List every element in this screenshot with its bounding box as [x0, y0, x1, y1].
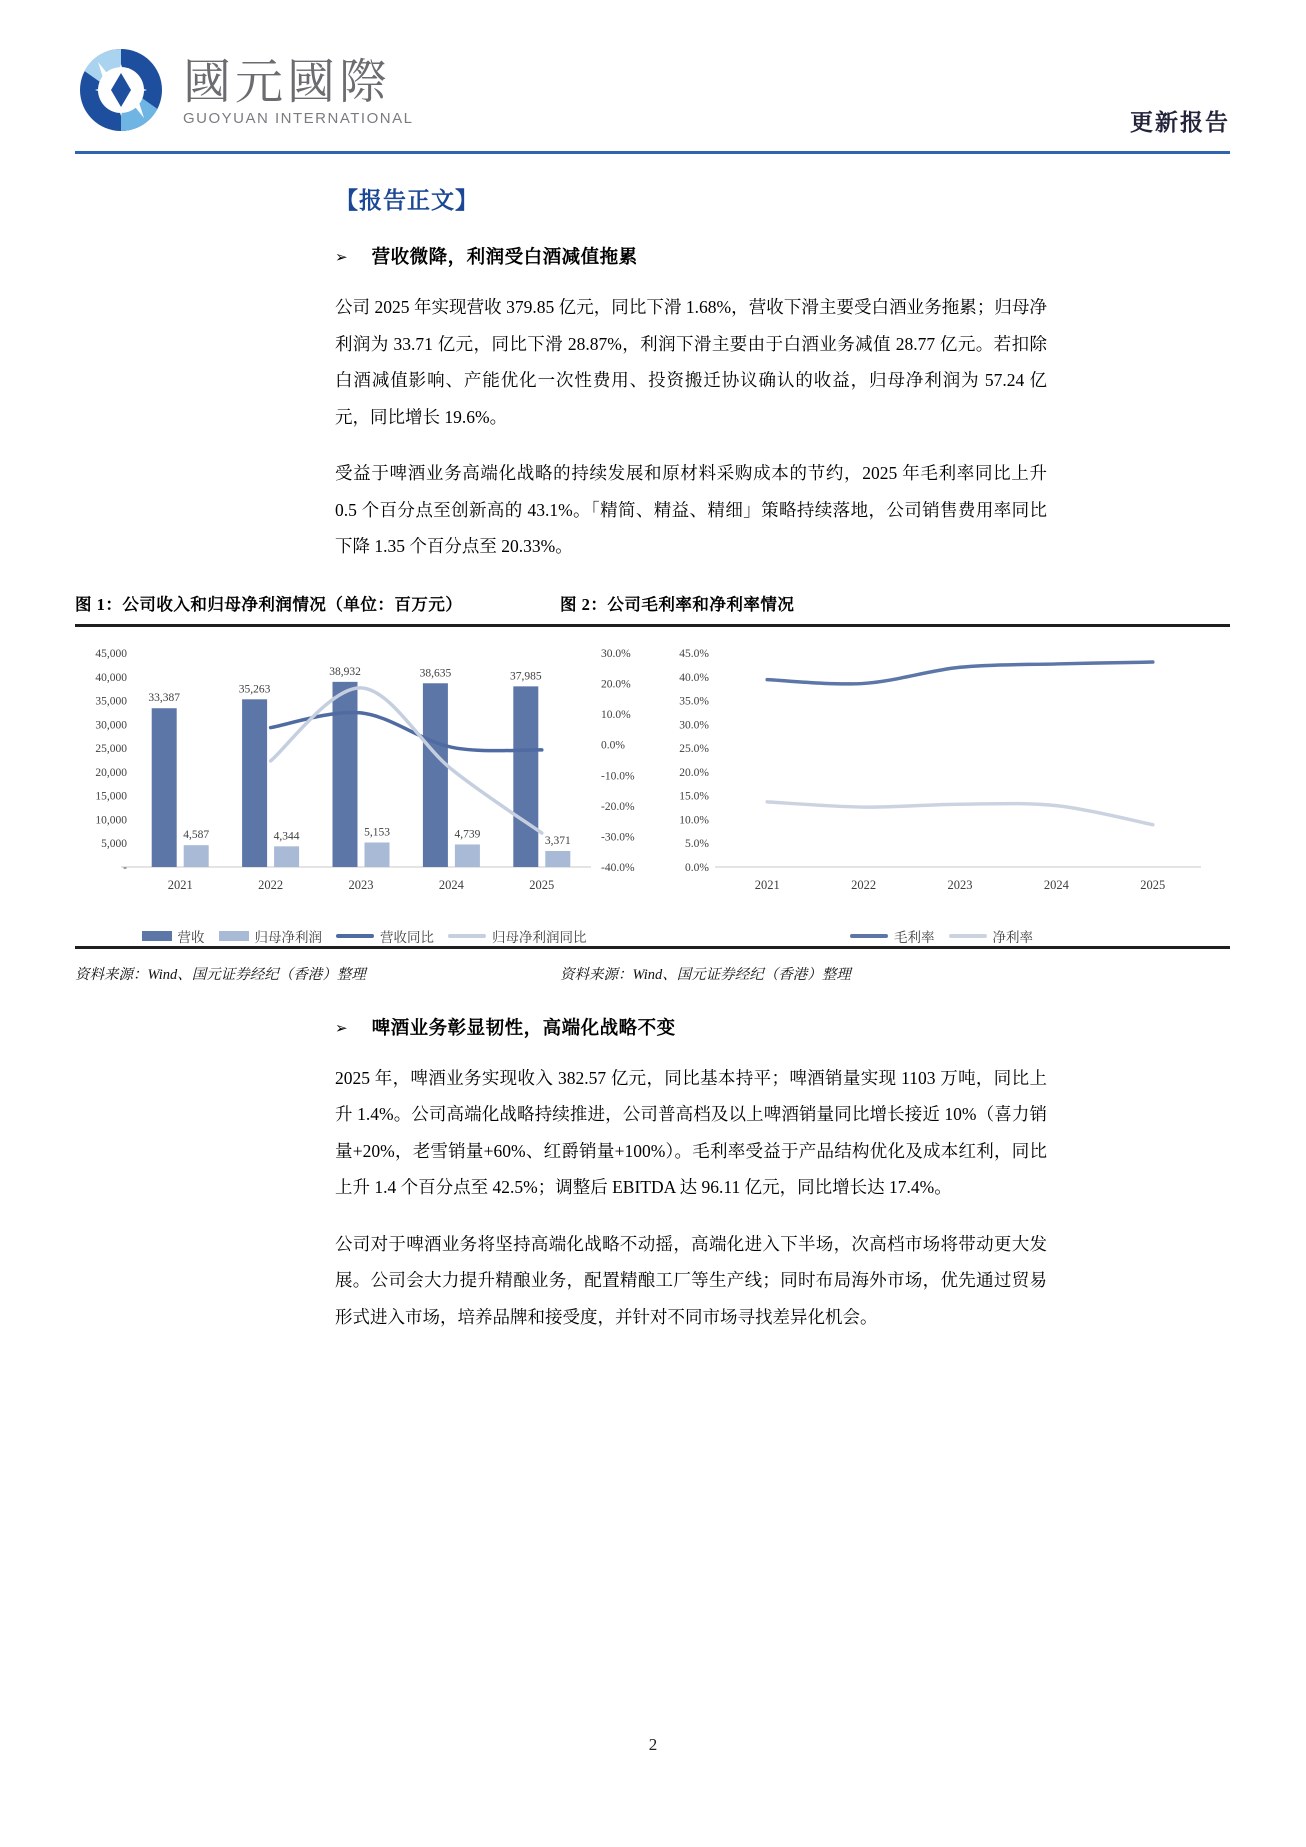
- svg-text:45,000: 45,000: [95, 647, 127, 660]
- report-body: [75, 182, 1230, 1335]
- figure-titles-row: [75, 591, 1230, 624]
- svg-text:10.0%: 10.0%: [601, 708, 631, 721]
- svg-text:-40.0%: -40.0%: [601, 861, 635, 874]
- svg-text:25.0%: 25.0%: [679, 742, 709, 755]
- svg-text:-10.0%: -10.0%: [601, 769, 635, 782]
- figure-charts-row: [75, 627, 1230, 946]
- svg-text:35.0%: 35.0%: [679, 695, 709, 708]
- body-column-top: [335, 182, 1047, 565]
- arrow-bullet-icon: ➢: [335, 1020, 348, 1037]
- figure-bottom-rule: [75, 946, 1230, 949]
- legend-item-revenue-yoy: [336, 926, 434, 946]
- figure1-title: 图 1：公司收入和归母净利润情况（单位：百万元）: [75, 594, 463, 614]
- svg-text:40.0%: 40.0%: [679, 671, 709, 684]
- legend-label: 毛利率: [894, 929, 935, 945]
- figure2-title: 图 2：公司毛利率和净利率情况: [560, 594, 795, 614]
- svg-text:33,387: 33,387: [148, 691, 181, 704]
- bullet-heading-1-label: 营收微降，利润受白酒减值拖累: [371, 248, 638, 268]
- svg-text:38,932: 38,932: [329, 665, 361, 678]
- page-number: 2: [648, 1735, 658, 1754]
- legend-label: 净利率: [992, 929, 1033, 945]
- svg-text:4,587: 4,587: [183, 828, 210, 841]
- bullet-heading-2: [335, 1014, 1047, 1040]
- legend-label: 归母净利润: [254, 929, 322, 945]
- svg-text:2023: 2023: [947, 877, 973, 892]
- legend-label: 归母净利润同比: [492, 929, 587, 945]
- bullet-heading-1: [335, 243, 1047, 269]
- svg-text:35,000: 35,000: [95, 695, 127, 708]
- header-divider: [75, 151, 1230, 154]
- svg-text:4,739: 4,739: [454, 827, 481, 840]
- legend-item-net-profit-yoy: [448, 926, 587, 946]
- svg-text:15.0%: 15.0%: [679, 790, 709, 803]
- legend-item-revenue: [142, 926, 205, 946]
- svg-text:45.0%: 45.0%: [679, 647, 709, 660]
- svg-text:3,371: 3,371: [544, 834, 571, 847]
- svg-text:2022: 2022: [851, 877, 877, 892]
- paragraph-1: 公司 2025 年实现营收 379.85 亿元，同比下滑 1.68%，营收下滑主要受白酒业务拖累；归母净利润为 33.71 亿元，同比下滑 28.87%，利润下滑主要由于白酒业务减值 28.77 亿元。若扣除白酒减值影响、产能优化一次性费用、投资搬迁协议确认的收益，归母净利润为 57.24 亿元，同比增长 19.6%。: [335, 297, 1047, 427]
- svg-text:2025: 2025: [1140, 877, 1166, 892]
- svg-text:10.0%: 10.0%: [679, 813, 709, 826]
- svg-text:2024: 2024: [1043, 877, 1069, 892]
- section-title: 【报告正文】: [335, 188, 479, 213]
- page-header: [75, 44, 1230, 141]
- legend-label: 营收: [177, 929, 205, 945]
- svg-text:15,000: 15,000: [95, 790, 127, 803]
- paragraph-3: 2025 年，啤酒业务实现收入 382.57 亿元，同比基本持平；啤酒销量实现 1103 万吨，同比上升 1.4%。公司高端化战略持续推进，公司普高档及以上啤酒销量同比增长接近 10%（喜力销量+20%，老雪销量+60%、红爵销量+100%）。毛利率受益于产品结构优化及成本红利，同比上升 1.4 个百分点至 42.5%；调整后 EBITDA 达 96.11 亿元，同比增长达 17.4%。: [335, 1067, 1047, 1197]
- figure-block: [75, 591, 1230, 988]
- svg-text:30,000: 30,000: [95, 718, 127, 731]
- paragraph-4: 公司对于啤酒业务将坚持高端化战略不动摇，高端化进入下半场，次高档市场将带动更大发展。公司会大力提升精酿业务，配置精酿工厂等生产线；同时布局海外市场，优先通过贸易形式进入市场，培养品牌和接受度，并针对不同市场寻找差异化机会。: [335, 1233, 1047, 1327]
- svg-text:35,263: 35,263: [238, 682, 271, 695]
- figure1-chart: [75, 635, 653, 946]
- brand-name-cn: 國元國際: [183, 55, 392, 109]
- figure1-source: 资料来源：Wind、国元证券经纪（香港）整理: [75, 966, 366, 983]
- svg-text:4,344: 4,344: [273, 829, 300, 842]
- svg-text:40,000: 40,000: [95, 671, 127, 684]
- net-profit-yoy-line-icon: [448, 934, 486, 938]
- brand-block: [75, 44, 413, 141]
- figure2-legend: [653, 926, 1230, 946]
- svg-text:20,000: 20,000: [95, 766, 127, 779]
- body-column-bottom: [335, 1014, 1047, 1336]
- svg-text:2024: 2024: [438, 877, 464, 892]
- svg-text:0.0%: 0.0%: [685, 861, 709, 874]
- svg-text:30.0%: 30.0%: [601, 647, 631, 660]
- svg-text:37,985: 37,985: [509, 669, 542, 682]
- svg-text:0.0%: 0.0%: [601, 739, 625, 752]
- svg-text:-: -: [123, 861, 127, 874]
- svg-text:2021: 2021: [167, 877, 193, 892]
- svg-text:2023: 2023: [348, 877, 374, 892]
- legend-item-net-margin: [949, 926, 1034, 946]
- gross-margin-line-icon: [850, 934, 888, 938]
- guoyuan-logo-icon: [75, 44, 167, 141]
- figure1-combo-chart: [75, 635, 653, 917]
- legend-item-net-profit: [219, 926, 323, 946]
- svg-text:-20.0%: -20.0%: [601, 800, 635, 813]
- svg-text:5,000: 5,000: [101, 837, 127, 850]
- paragraph-2: 受益于啤酒业务高端化战略的持续发展和原材料采购成本的节约，2025 年毛利率同比上升 0.5 个百分点至创新高的 43.1%。「精简、精益、精细」策略持续落地，公司销售费用率同比下降 1.35 个百分点至 20.33%。: [335, 463, 1047, 556]
- legend-item-gross-margin: [850, 926, 935, 946]
- report-type-label: 更新报告: [1130, 110, 1230, 135]
- figure2-chart: [653, 635, 1230, 946]
- svg-text:5,153: 5,153: [364, 825, 390, 838]
- svg-text:5.0%: 5.0%: [685, 837, 709, 850]
- svg-text:2021: 2021: [754, 877, 780, 892]
- svg-text:30.0%: 30.0%: [679, 718, 709, 731]
- revenue-swatch-icon: [142, 931, 172, 941]
- svg-text:2022: 2022: [258, 877, 284, 892]
- svg-text:10,000: 10,000: [95, 813, 127, 826]
- figure2-line-chart: [653, 635, 1225, 917]
- net-margin-line-icon: [949, 934, 987, 938]
- brand-name-en: GUOYUAN INTERNATIONAL: [183, 110, 414, 128]
- revenue-yoy-line-icon: [336, 934, 374, 938]
- svg-text:20.0%: 20.0%: [601, 678, 631, 691]
- net-profit-swatch-icon: [219, 931, 249, 941]
- bullet-heading-2-label: 啤酒业务彰显韧性，高端化战略不变: [371, 1018, 676, 1039]
- svg-text:2025: 2025: [529, 877, 555, 892]
- legend-label: 营收同比: [380, 929, 434, 945]
- figure2-source: 资料来源：Wind、国元证券经纪（香港）整理: [560, 966, 851, 983]
- arrow-bullet-icon: ➢: [335, 250, 348, 266]
- figure1-legend: [75, 926, 653, 946]
- brand-text: [183, 55, 414, 128]
- svg-text:20.0%: 20.0%: [679, 766, 709, 779]
- svg-text:-30.0%: -30.0%: [601, 830, 635, 843]
- figure-sources-row: [75, 963, 1230, 988]
- svg-text:38,635: 38,635: [419, 666, 452, 679]
- svg-text:25,000: 25,000: [95, 742, 127, 755]
